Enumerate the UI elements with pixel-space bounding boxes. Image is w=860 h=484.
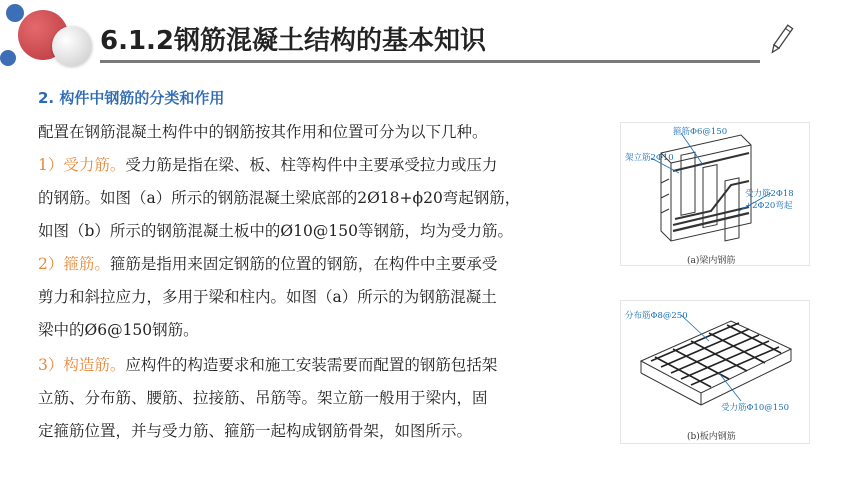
item1-label: 1）受力筋。: [38, 156, 126, 174]
item2-label: 2）箍筋。: [38, 255, 110, 273]
item3-line2: 立筋、分布筋、腰筋、拉接筋、吊筋等。架立筋一般用于梁内，固: [38, 389, 488, 407]
callout-slab-main-bar: 受力筋Φ10@150: [721, 403, 790, 413]
page-title: 6.1.2钢筋混凝土结构的基本知识: [100, 26, 487, 56]
decor-circle-blue-small: [6, 4, 24, 22]
callout-erection-bar: 架立筋2Φ10: [625, 153, 674, 163]
pencil-icon: [768, 22, 794, 58]
decor-circle-blue-left: [0, 50, 16, 66]
item2-text: 箍筋是指用来固定钢筋的位置的钢筋，在构件中主要承受: [109, 255, 498, 273]
item1-text: 受力筋是指在梁、板、柱等构件中主要承受拉力或压力: [125, 156, 498, 174]
item1-line1: [38, 153, 497, 175]
item3-line3: 定箍筋位置，并与受力筋、箍筋一起构成钢筋骨架，如图所示。: [38, 422, 473, 440]
title-underline: [100, 60, 760, 63]
section-heading: 2. 构件中钢筋的分类和作用: [38, 89, 225, 107]
figure-a-caption: (a)梁内钢筋: [687, 256, 736, 266]
slab-drawing: [621, 301, 809, 443]
item3-label: 3）构造筋。: [38, 356, 126, 374]
callout-main-bar: 受力筋2Φ18: [745, 189, 794, 199]
figure-b-caption: (b)板内钢筋: [687, 432, 736, 442]
figure-b-slab-reinforcement: [620, 300, 810, 444]
callout-stirrup: 箍筋Φ6@150: [673, 127, 728, 137]
callout-bent-bar: +2Φ20弯起: [745, 201, 793, 211]
item1-line2: 的钢筋。如图（a）所示的钢筋混凝土梁底部的2Ø18+ϕ20弯起钢筋，: [38, 189, 521, 207]
item3-line1: [38, 353, 497, 375]
figure-a-beam-reinforcement: [620, 122, 810, 266]
paragraph-intro: 配置在钢筋混凝土构件中的钢筋按其作用和位置可分为以下几种。: [38, 123, 488, 141]
item2-line1: [38, 252, 497, 274]
item3-text: 应构件的构造要求和施工安装需要而配置的钢筋包括架: [125, 356, 498, 374]
item2-line2: 剪力和斜拉应力，多用于梁和柱内。如图（a）所示的为钢筋混凝土: [38, 288, 497, 306]
item2-line3: 梁中的Ø6@150钢筋。: [38, 321, 199, 339]
decor-circle-gray: [52, 26, 92, 66]
item1-line3: 如图（b）所示的钢筋混凝土板中的Ø10@150等钢筋，均为受力筋。: [38, 222, 513, 240]
callout-distribution-bar: 分布筋Φ8@250: [625, 311, 688, 321]
